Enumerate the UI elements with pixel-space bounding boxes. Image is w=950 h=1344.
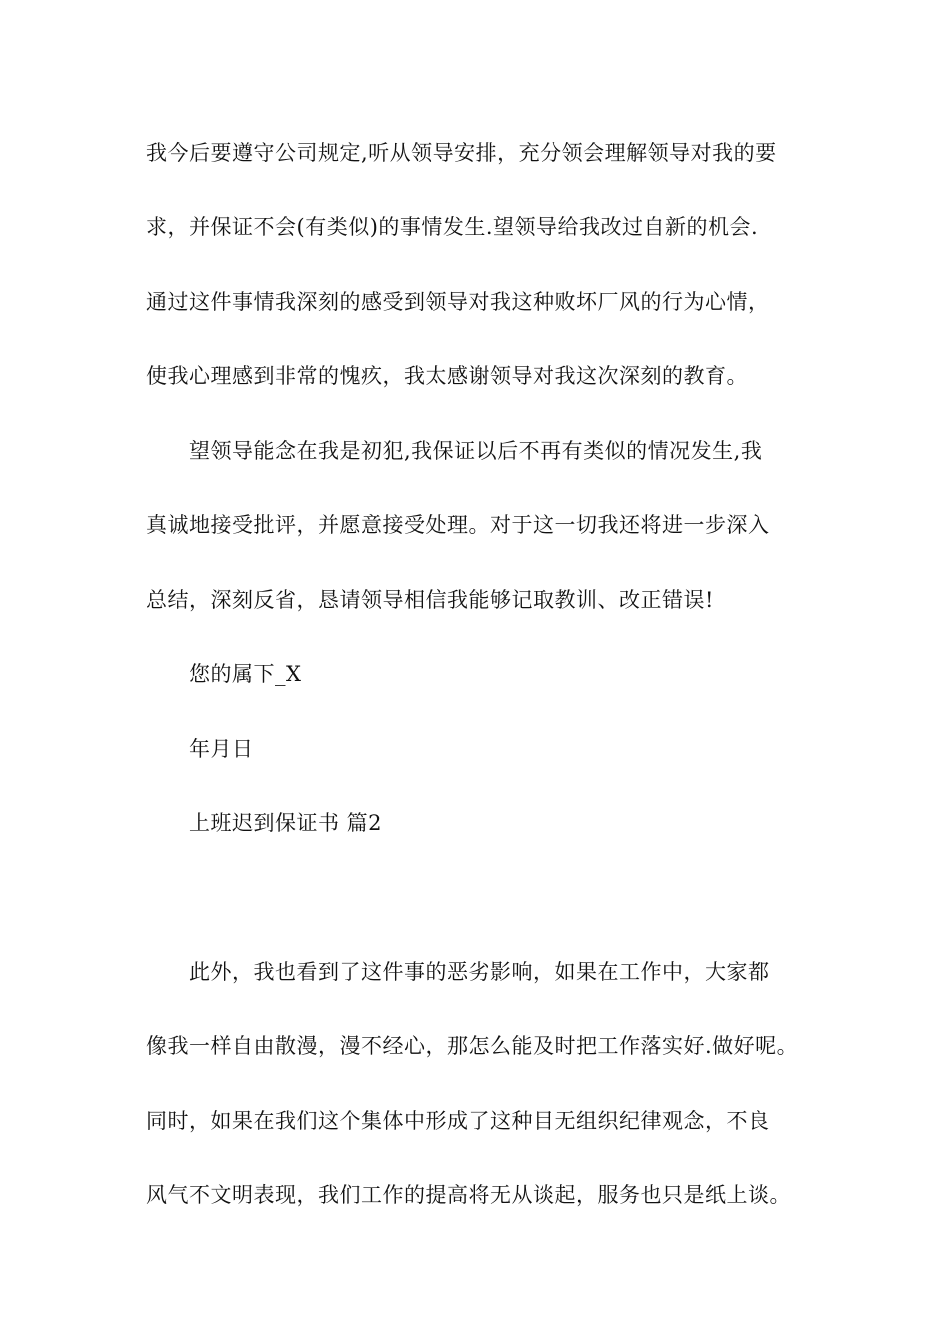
paragraph-2-line-1: 望领导能念在我是初犯,我保证以后不再有类似的情况发生,我 [189,439,763,463]
date-line: 年月日 [189,737,254,761]
paragraph-1-line-2: 求，并保证不会(有类似)的事情发生.望领导给我改过自新的机会. [146,215,759,239]
paragraph-3-line-1: 此外，我也看到了这件事的恶劣影响，如果在工作中，大家都 [189,960,770,984]
signature: 您的属下_X [189,662,302,686]
paragraph-1-line-4: 使我心理感到非常的愧疚，我太感谢领导对我这次深刻的教育。 [146,364,748,388]
paragraph-3-line-4: 风气不文明表现，我们工作的提高将无从谈起，服务也只是纸上谈。 [146,1183,791,1207]
paragraph-1-line-1: 我今后要遵守公司规定,听从领导安排，充分领会理解领导对我的要 [146,141,777,165]
paragraph-3-line-2: 像我一样自由散漫，漫不经心，那怎么能及时把工作落实好.做好呢。 [146,1034,799,1058]
section-title: 上班迟到保证书 篇2 [189,811,383,835]
paragraph-2-line-2: 真诚地接受批评，并愿意接受处理。对于这一切我还将进一步深入 [146,513,770,537]
paragraph-1-line-3: 通过这件事情我深刻的感受到领导对我这种败坏厂风的行为心情， [146,290,770,314]
paragraph-3-line-3: 同时，如果在我们这个集体中形成了这种目无组织纪律观念，不良 [146,1109,770,1133]
paragraph-2-line-3: 总结，深刻反省，恳请领导相信我能够记取教训、改正错误! [146,588,714,612]
